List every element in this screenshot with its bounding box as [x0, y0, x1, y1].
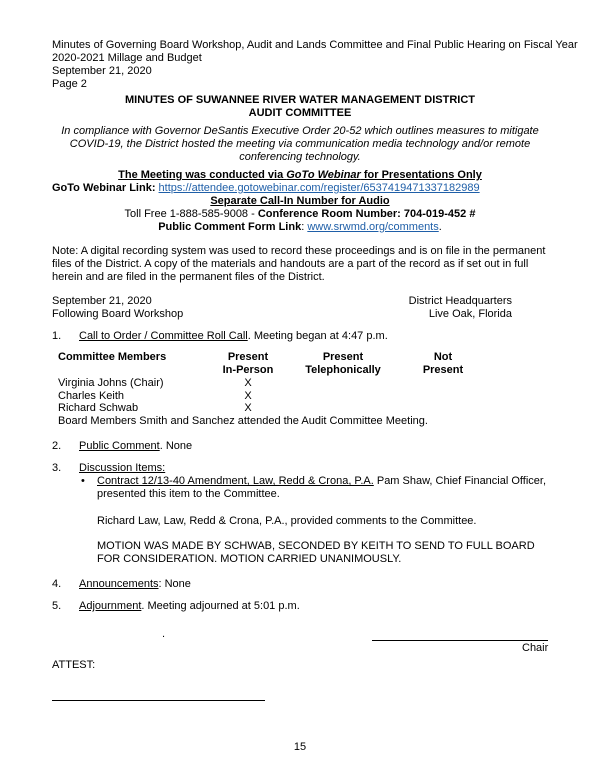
table-row	[58, 402, 488, 415]
item-3: 3. Discussion Items:	[52, 462, 166, 474]
doc-title: MINUTES OF SUWANNEE RIVER WATER MANAGEMENT DISTRICT	[125, 94, 475, 106]
member-name: Charles Keith	[58, 389, 125, 402]
committee-table-wrap	[58, 351, 488, 415]
header-page: Page 2	[52, 78, 87, 90]
motion-paragraph: MOTION WAS MADE BY SCHWAB, SECONDED BY KEITH TO SEND TO FULL BOARD FOR CONSIDERATION. MOTION CARRIED UNANIMOUSLY.	[97, 540, 535, 565]
attest-label: ATTEST:	[52, 659, 96, 671]
comment-form-label: Public Comment Form Link	[158, 221, 302, 233]
date-location-row-1	[52, 295, 512, 308]
header-title-line: Minutes of Governing Board Workshop, Audit and Lands Committee and Final Public Hearing on Fiscal Year	[52, 39, 578, 51]
recording-note: Note: A digital recording system was used to record these proceedings and is on file in the permanent files of the District. A copy of the materials and handouts are a part of the record as if set out in full herein and are filed in the permanent files of the District.	[52, 245, 546, 283]
meeting-time-note: Following Board Workshop	[52, 308, 184, 320]
stray-dot: .	[162, 628, 166, 640]
contract-label: Contract 12/13-40 Amendment, Law, Redd & Crona, P.A.	[97, 475, 374, 487]
page-header	[52, 39, 578, 91]
table-header-row-2	[58, 364, 488, 377]
committee-table	[58, 351, 488, 415]
comment-form-link[interactable]: www.srwmd.org/comments	[307, 221, 439, 233]
page-number: 15	[293, 741, 307, 753]
col-present-tele: Present	[322, 351, 364, 363]
item-1	[52, 330, 388, 343]
item-5: 5. Adjournment. Meeting adjourned at 5:01 p.m.	[52, 600, 300, 612]
gotowebinar-name: GoTo Webinar	[286, 169, 361, 181]
chair-signature-line	[372, 640, 548, 641]
col-not-sub: Present	[422, 364, 464, 376]
in-person-mark: X	[244, 402, 252, 414]
col-members: Committee Members	[58, 351, 167, 363]
discussion-bullet: •	[81, 475, 85, 487]
attest-signature-line	[52, 700, 265, 701]
tollfree-number: Toll Free 1-888-585-9008 -	[124, 208, 258, 220]
compliance-statement: In compliance with Governor DeSantis Executive Order 20-52 which outlines measures to mitigate COVID-19, the District hosted the meeting via communication media technology and/or remote conferencing technology.	[61, 125, 539, 163]
meeting-location: District Headquarters	[408, 295, 512, 307]
meeting-conducted	[0, 169, 600, 182]
header-title-line-2: 2020-2021 Millage and Budget	[52, 52, 202, 64]
chair-label: Chair	[522, 642, 549, 654]
meeting-conducted-text: The Meeting was conducted via GoTo Webinar for Presentations Only	[118, 169, 482, 181]
attendance-note: Board Members Smith and Sanchez attended the Audit Committee Meeting.	[58, 415, 428, 427]
meeting-date: September 21, 2020	[52, 295, 152, 307]
tollfree-row	[0, 208, 600, 221]
conference-room-number: Conference Room Number: 704-019-452 #	[257, 208, 476, 220]
doc-subtitle: AUDIT COMMITTEE	[248, 107, 352, 119]
contract-item	[97, 475, 552, 501]
contract-text: Pam Shaw, Chief Financial Officer, presented this item to the Committee.	[97, 475, 547, 500]
col-tele-sub: Telephonically	[305, 364, 381, 376]
col-in-person-sub: In-Person	[222, 364, 274, 376]
in-person-mark: X	[244, 377, 252, 389]
webinar-link-row	[52, 182, 480, 195]
callin-heading: Separate Call-In Number for Audio	[210, 195, 390, 207]
webinar-link[interactable]: https://attendee.gotowebinar.com/register/6537419471337182989	[158, 182, 480, 194]
comments-paragraph: Richard Law, Law, Redd & Crona, P.A., provided comments to the Committee.	[97, 515, 477, 527]
col-present-in-person: Present	[227, 351, 269, 363]
member-name: Virginia Johns (Chair)	[58, 377, 164, 389]
item-label: Call to Order / Committee Roll Call	[79, 330, 248, 342]
item-2: 2. Public Comment. None	[52, 440, 193, 452]
col-not-present: Not	[433, 351, 453, 363]
meeting-city: Live Oak, Florida	[428, 308, 512, 320]
in-person-mark: X	[244, 389, 252, 402]
webinar-link-label: GoTo Webinar Link:	[52, 182, 156, 194]
table-row	[58, 377, 488, 390]
item-4: 4. Announcements: None	[52, 578, 191, 590]
item-number: 1.	[52, 330, 62, 342]
member-name: Richard Schwab	[58, 402, 139, 414]
date-location-row-2	[52, 308, 512, 321]
header-date: September 21, 2020	[52, 65, 152, 77]
table-header-row	[58, 351, 488, 364]
item-text: . Meeting began at 4:47 p.m.	[247, 330, 388, 342]
comment-form-row: Public Comment Form Link: www.srwmd.org/comments.	[158, 221, 442, 233]
table-row	[58, 390, 488, 403]
